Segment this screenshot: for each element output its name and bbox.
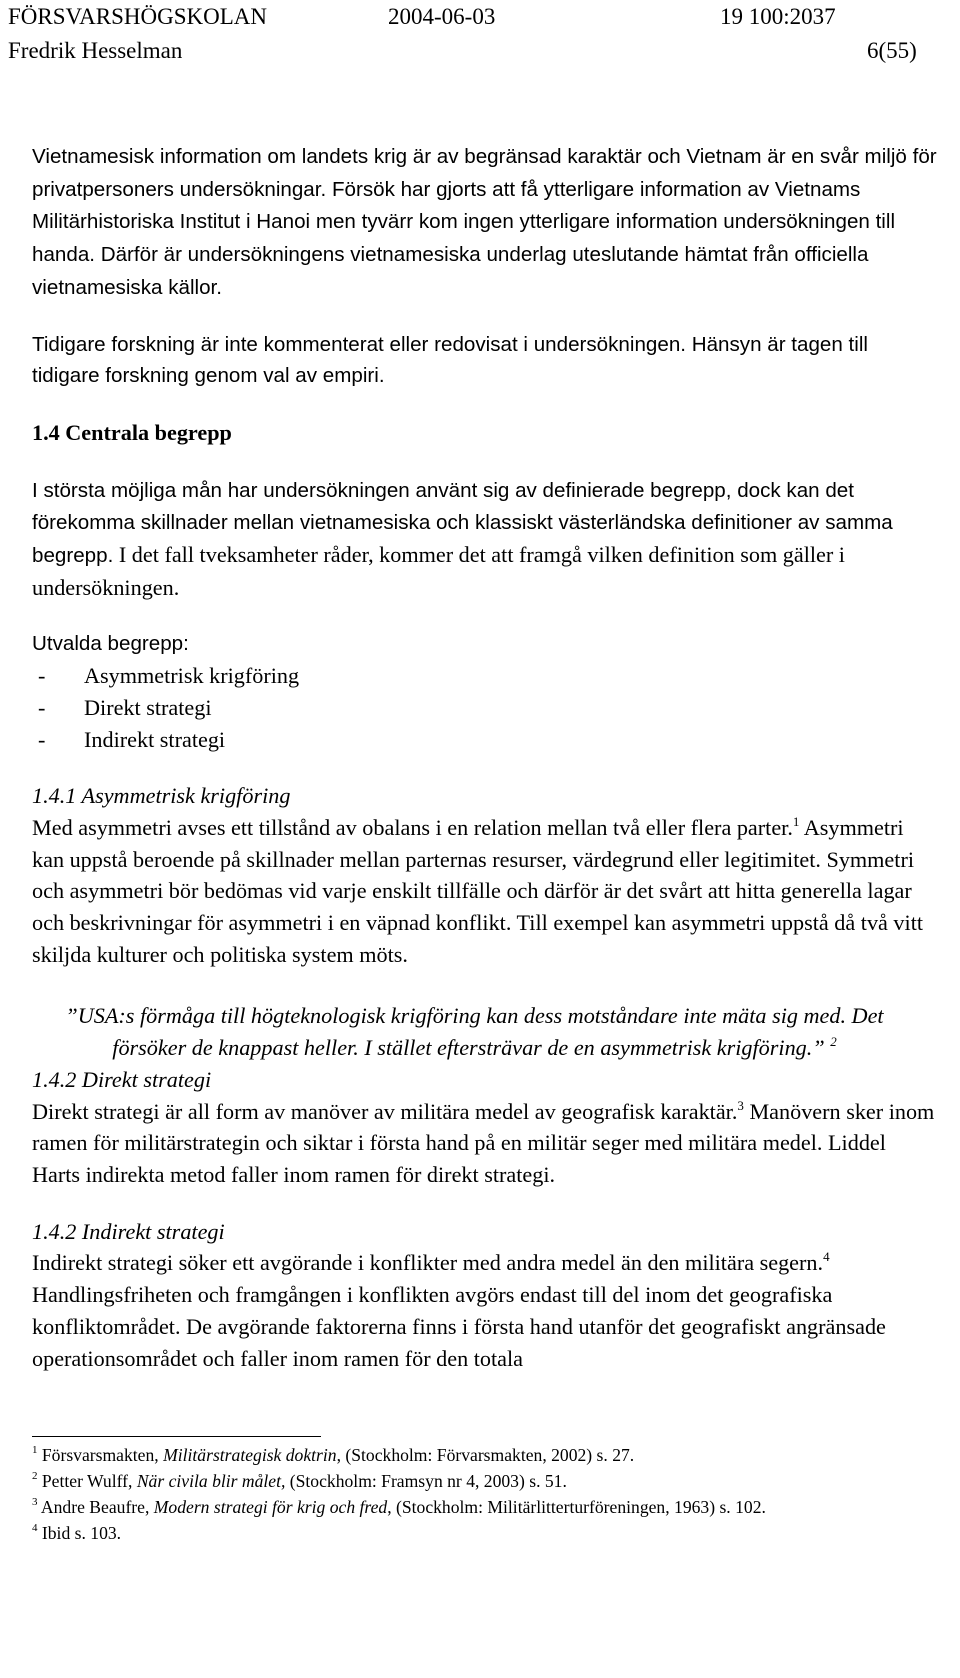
paragraph-text: Asymmetri kan uppstå beroende på skillnader mellan parternas resurser, värdegrund eller legitimitet. Symmetri och asymmetri bör bedömas vid varje enskilt tillfälle och därför är det svårt att hitta generella lagar och beskrivningar för asymmetri i en väpnad konflikt. Till exempel kan asymmetri uppstå då två vitt skiljda kulturer och politiska system möts.	[32, 814, 924, 967]
footnote-title: När civila blir målet,	[136, 1471, 286, 1491]
section-paragraph-lead: I största möjliga mån har undersökningen använt sig av definierade begrepp, dock kan det förekomma skillnader mellan vietnamesiska och klassiskt västerländska definitioner av samma begrepp.	[32, 478, 893, 568]
header-organization: FÖRSVARSHÖGSKOLAN	[8, 4, 268, 29]
footnote-marker[interactable]: 2	[830, 1034, 837, 1050]
footnote-title: Modern strategi för krig och fred	[153, 1497, 388, 1517]
concept-list	[32, 660, 937, 755]
list-item-text: Direkt strategi	[84, 694, 212, 720]
section-paragraph	[32, 474, 937, 604]
footnote-separator	[32, 1436, 321, 1437]
block-quote	[32, 1000, 937, 1063]
section-heading: 1.4 Centrala begrepp	[32, 419, 232, 445]
footnote-title: Militärstrategisk doktrin	[163, 1445, 337, 1465]
document-body	[32, 140, 937, 1374]
paragraph-text: Handlingsfriheten och framgången i konflikten avgörs endast till del inom det geografiska konfliktområdet. De avgörande faktorerna finns i första hand utanför det geografiskt angränsade operationsområdet och faller inom ramen för den totala	[32, 1282, 886, 1371]
footnote-number: 2	[32, 1470, 38, 1482]
paragraph-text: Med asymmetri avses ett tillstånd av obalans i en relation mellan två eller flera parter.	[32, 814, 793, 840]
footnote-text: , (Stockholm: Militärlitterturföreningen, 1963) s. 102.	[387, 1497, 766, 1517]
paragraph-text: Manövern sker inom ramen för militärstrategin och siktar i första hand på en militär seger med militära medel. Liddel Harts indirekta metod faller inom ramen för direkt strategi.	[32, 1098, 935, 1187]
header-reference: 19 100:2037	[720, 4, 836, 29]
page-header	[0, 0, 960, 68]
list-item-text: Indirekt strategi	[84, 726, 226, 752]
footnote-text: Försvarsmakten,	[37, 1445, 164, 1465]
subsection-paragraph-indirect	[32, 1247, 937, 1374]
footnote-text: , (Stockholm: Förvarsmakten, 2002) s. 27.	[336, 1445, 635, 1465]
paragraph-text: Direkt strategi är all form av manöver av militära medel av geografisk karaktär.	[32, 1098, 738, 1124]
footnote-number: 3	[32, 1496, 38, 1508]
header-date: 2004-06-03	[388, 4, 496, 29]
list-item-text: Asymmetrisk krigföring	[84, 663, 300, 689]
paragraph-text: Indirekt strategi söker ett avgörande i konflikter med andra medel än den militära segern.	[32, 1250, 824, 1276]
footnote-text: Ibid s. 103.	[37, 1523, 122, 1543]
list-item	[38, 692, 937, 724]
list-bullet: -	[38, 726, 46, 752]
subsection-heading-asymmetric: 1.4.1 Asymmetrisk krigföring	[32, 783, 291, 809]
quote-text: ”USA:s förmåga till högteknologisk krigföring kan dess motståndare inte mäta sig med. Det försöker de knappast heller. I stället eftersträvar de en asymmetrisk krigföring.”	[65, 1003, 884, 1061]
header-author: Fredrik Hesselman	[8, 38, 183, 63]
concept-list-intro: Utvalda begrepp:	[32, 632, 189, 656]
footnotes	[32, 1442, 937, 1546]
list-bullet: -	[38, 694, 46, 720]
intro-paragraph-2: Tidigare forskning är inte kommenterat eller redovisat i undersökningen. Hänsyn är tagen till tidigare forskning genom val av empiri.	[32, 332, 868, 388]
footnote-number: 4	[32, 1522, 38, 1534]
section-paragraph-rest: I det fall tveksamheter råder, kommer det att framgå vilken definition som gäller i undersökningen.	[32, 542, 845, 600]
intro-paragraph-1	[32, 140, 937, 304]
footnote-number: 1	[32, 1444, 38, 1456]
subsection-heading-indirect: 1.4.2 Indirekt strategi	[32, 1218, 225, 1244]
footnote-item	[32, 1442, 937, 1468]
footnote-item	[32, 1468, 937, 1494]
intro-paragraph-1-lead: Vietnamesisk information om landets krig är av begränsad karaktär och Vietnam är en svår miljö för privatpersoners undersökningar.	[32, 145, 937, 201]
subsection-heading-direct: 1.4.2 Direkt strategi	[32, 1066, 212, 1092]
footnote-text: (Stockholm: Framsyn nr 4, 2003) s. 51.	[285, 1471, 567, 1491]
footnote-marker[interactable]: 1	[792, 813, 800, 829]
footnote-text: Andre Beaufre,	[37, 1497, 154, 1517]
footnote-marker[interactable]: 4	[823, 1249, 830, 1265]
footnote-marker[interactable]: 3	[737, 1097, 744, 1113]
subsection-paragraph-asymmetric	[32, 812, 937, 971]
footnote-item	[32, 1494, 937, 1520]
list-item	[38, 724, 937, 756]
footnote-text: Petter Wulff,	[37, 1471, 137, 1491]
list-bullet: -	[38, 663, 46, 689]
footnote-item	[32, 1520, 937, 1546]
intro-paragraph-1-rest: Försök har gjorts att få ytterligare information av Vietnams Militärhistoriska Institut i Hanoi men tyvärr kom ingen ytterligare information undersökningen till handa. Därför är undersökningens vietnamesiska underlag uteslutande hämtat från officiella vietnamesiska källor.	[32, 177, 896, 299]
header-page-number: 6(55)	[867, 38, 917, 63]
list-item	[38, 660, 937, 692]
subsection-paragraph-direct	[32, 1096, 937, 1191]
